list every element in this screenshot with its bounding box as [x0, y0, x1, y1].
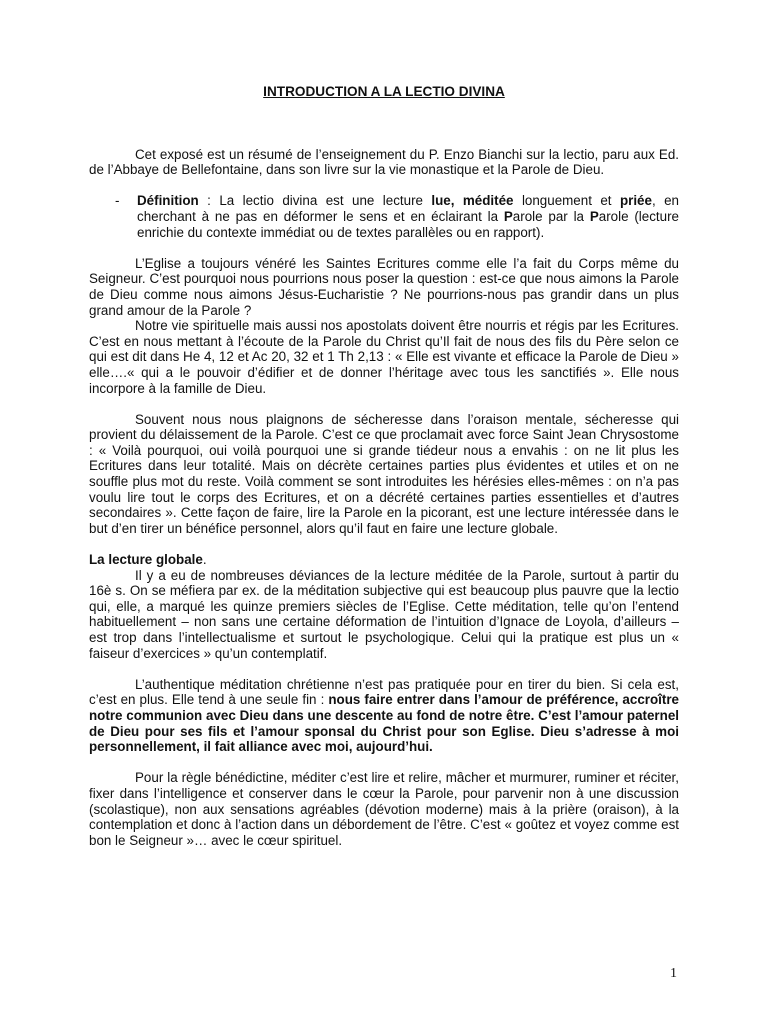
- paragraph-vie-spirituelle: Notre vie spirituelle mais aussi nos apostolats doivent être nourris et régis par les Ecritures. C’est en nous mettant à l’écoute de la Parole du Christ qu’Il fait de nous des fils du Père selon ce qui est dit dans He 4, 12 et Ac 20, 32 et 1 Th 2,13 : « Elle est vivante et efficace la Parole de Dieu » elle….« qui a le pouvoir d’édifier et de donner l’héritage avec tous les sanctifiés ». Elle nous incorpore à la famille de Dieu.: [89, 318, 679, 396]
- paragraph-authentique: L’authentique méditation chrétienne n’est pas pratiquée pour en tirer du bien. Si cela est, c’est en plus. Elle tend à une seule fin : nous faire entrer dans l’amour de préférence, accroître notre communion avec Dieu dans une descente au fond de notre être. C’est l’amour paternel de Dieu pour ses fils et l’amour sponsal du Christ pour son Eglise. Dieu s’adresse à moi personnellement, il fait alliance avec moi, aujourd’hui.: [89, 676, 680, 755]
- definition-item: [89, 193, 679, 240]
- bullet-dash: -: [115, 193, 120, 209]
- definition-text: Définition : La lectio divina est une lecture lue, méditée longuement et priée, en cherchant à ne pas en déformer le sens et en éclairant la Parole par la Parole (lecture enrichie du contexte immédiat ou de textes parallèles ou en rapport).: [137, 193, 679, 240]
- paragraph-secheresse: Souvent nous nous plaignons de sécheresse dans l’oraison mentale, sécheresse qui provient du délaissement de la Parole. C’est ce que proclamait avec force Saint Jean Chrysostome : « Voilà pourquoi, oui voilà pourquoi une si grande tiédeur nous a envahis : on ne lit plus les Ecritures dans leur totalité. Mais on décrète certaines parties plus évidentes et utiles et on ne souffle plus mot du reste. Voilà comment se sont introduites les hérésies elles-mêmes : on n’a pas voulu lire tout le corps des Ecritures, et on a décrété certaines parties essentielles et d’autres secondaires ». Cette façon de faire, lire la Parole en la picorant, est une lecture intéressée dans le but d’en tirer un bénéfice personnel, alors qu’il faut en faire une lecture globale.: [89, 411, 679, 536]
- paragraph-deviances: Il y a eu de nombreuses déviances de la lecture méditée de la Parole, surtout à partir du 16è s. On se méfiera par ex. de la méditation subjective qui est beaucoup plus pauvre que la lectio qui, elle, a marqué les quinze premiers siècles de l’Eglise. Cette méditation, telle qu’on l’entend habituellement – non sans une certaine déformation de l’intuition d’Ignace de Loyola, d’ailleurs – est trop dans l’intellectualisme et surtout le psychologique. Celui qui la pratique est plus un « faiseur d’exercices » qu’un contemplatif.: [89, 567, 679, 661]
- document-title: INTRODUCTION A LA LECTIO DIVINA: [263, 84, 505, 99]
- definition-term: Définition: [137, 193, 199, 209]
- page-number: 1: [670, 966, 677, 981]
- emphasis-text: nous faire entrer dans l’amour de préférence, accroître notre communion avec Dieu dans une descente au fond de notre être. C’est l’amour paternel de Dieu pour ses fils et l’amour sponsal du Christ pour son Eglise. Dieu s’adresse à moi personnellement, il fait alliance avec moi, aujourd’hui.: [89, 692, 680, 755]
- document-body: [89, 84, 679, 848]
- section-heading-lecture-globale: La lecture globale.: [89, 552, 207, 568]
- paragraph-eglise: L’Eglise a toujours vénéré les Saintes Ecritures comme elle l’a fait du Corps même du Seigneur. C’est pourquoi nous pourrions nous poser la question : est-ce que nous aimons la Parole de Dieu comme nous aimons Jésus-Eucharistie ? Ne pourrions-nous pas grandir dans un plus grand amour de la Parole ?: [89, 255, 679, 318]
- paragraph-regle-benedictine: Pour la règle bénédictine, méditer c’est lire et relire, mâcher et murmurer, ruminer et réciter, fixer dans l’intelligence et conserver dans le cœur la Parole, pour parvenir non à une discussion (scolastique), non aux sensations agréables (dévotion moderne) mais à la prière (oraison), à la contemplation et donc à l’action dans un débordement de l’être. C’est « goûtez et voyez comme est bon le Seigneur »… avec le cœur spirituel.: [89, 770, 679, 848]
- intro-paragraph: Cet exposé est un résumé de l’enseignement du P. Enzo Bianchi sur la lectio, paru aux Ed. de l’Abbaye de Bellefontaine, dans son livre sur la vie monastique et la Parole de Dieu.: [89, 146, 679, 178]
